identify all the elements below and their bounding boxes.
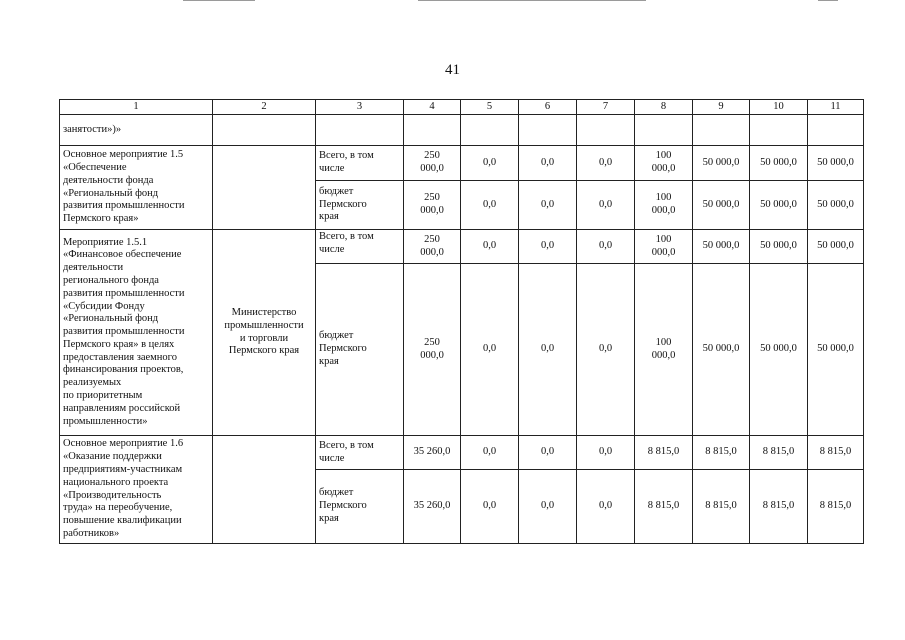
value-cell: 0,0: [519, 470, 577, 544]
value-cell: 0,0: [519, 181, 577, 230]
source-cell: Всего, в том числе: [316, 436, 404, 470]
column-header: 9: [693, 100, 750, 115]
executor-cell: [213, 146, 316, 230]
value-cell: 100 000,0: [635, 146, 693, 181]
value-cell: 50 000,0: [750, 181, 808, 230]
value-cell: 0,0: [461, 146, 519, 181]
value-cell: 100 000,0: [635, 264, 693, 436]
executor-cell: [213, 115, 316, 146]
value-cell: 0,0: [577, 436, 635, 470]
table-row: [60, 230, 864, 264]
value-cell: 0,0: [461, 470, 519, 544]
source-cell: Всего, в том числе: [316, 230, 404, 264]
value-cell: 0,0: [577, 146, 635, 181]
column-header: 4: [404, 100, 461, 115]
value-cell: 8 815,0: [750, 436, 808, 470]
value-cell: 250 000,0: [404, 146, 461, 181]
value-cell: 8 815,0: [808, 436, 864, 470]
value-cell: 50 000,0: [808, 146, 864, 181]
activity-cell: Основное мероприятие 1.6 «Оказание поддержки предприятиям-участникам национального проекта «Производительность труда» на переобучение, повышение квалификации работников»: [60, 436, 213, 544]
value-cell: 8 815,0: [635, 470, 693, 544]
executor-cell: Министерство промышленности и торговли Пермского края: [213, 230, 316, 436]
value-cell: 0,0: [577, 264, 635, 436]
source-cell: [316, 115, 404, 146]
value-cell: [404, 115, 461, 146]
value-cell: 50 000,0: [750, 146, 808, 181]
value-cell: 8 815,0: [808, 470, 864, 544]
activity-cell: Мероприятие 1.5.1 «Финансовое обеспечение деятельности регионального фонда развития промышленности «Субсидии Фонду «Региональный фонд развития промышленности Пермского края» в целях предоставления заемного финансирования проектов, реализуемых по приоритетным направлениям российской промышленности»: [60, 230, 213, 436]
value-cell: 250 000,0: [404, 230, 461, 264]
scan-artifact-line: [183, 0, 255, 1]
column-header: 8: [635, 100, 693, 115]
scan-artifact-line: [418, 0, 646, 1]
value-cell: [577, 115, 635, 146]
value-cell: 0,0: [519, 230, 577, 264]
value-cell: 8 815,0: [693, 470, 750, 544]
value-cell: 0,0: [461, 436, 519, 470]
column-header: 5: [461, 100, 519, 115]
value-cell: 50 000,0: [808, 264, 864, 436]
value-cell: [693, 115, 750, 146]
value-cell: 50 000,0: [750, 230, 808, 264]
activity-cell: Основное мероприятие 1.5 «Обеспечение деятельности фонда «Региональный фонд развития промышленности Пермского края»: [60, 146, 213, 230]
value-cell: 50 000,0: [693, 230, 750, 264]
page-number: 41: [445, 62, 460, 78]
column-header: 10: [750, 100, 808, 115]
value-cell: 50 000,0: [693, 181, 750, 230]
table-row: [60, 146, 864, 181]
value-cell: 0,0: [461, 181, 519, 230]
value-cell: 0,0: [461, 264, 519, 436]
value-cell: 50 000,0: [750, 264, 808, 436]
value-cell: 250 000,0: [404, 181, 461, 230]
value-cell: 0,0: [519, 264, 577, 436]
source-cell: Всего, в том числе: [316, 146, 404, 181]
value-cell: 50 000,0: [693, 146, 750, 181]
value-cell: [808, 115, 864, 146]
table-header-row: [60, 100, 864, 115]
value-cell: 0,0: [461, 230, 519, 264]
source-cell: бюджет Пермского края: [316, 181, 404, 230]
table-row: [60, 436, 864, 470]
column-header: 7: [577, 100, 635, 115]
column-header: 3: [316, 100, 404, 115]
column-header: 11: [808, 100, 864, 115]
value-cell: 100 000,0: [635, 181, 693, 230]
value-cell: 50 000,0: [693, 264, 750, 436]
value-cell: 35 260,0: [404, 470, 461, 544]
column-header: 2: [213, 100, 316, 115]
value-cell: [635, 115, 693, 146]
value-cell: 0,0: [577, 181, 635, 230]
value-cell: [750, 115, 808, 146]
value-cell: 0,0: [577, 470, 635, 544]
value-cell: [461, 115, 519, 146]
value-cell: 35 260,0: [404, 436, 461, 470]
value-cell: 50 000,0: [808, 181, 864, 230]
value-cell: 100 000,0: [635, 230, 693, 264]
continuation-row: [60, 115, 864, 146]
value-cell: 8 815,0: [693, 436, 750, 470]
column-header: 1: [60, 100, 213, 115]
value-cell: 8 815,0: [635, 436, 693, 470]
executor-cell: [213, 436, 316, 544]
source-cell: бюджет Пермского края: [316, 264, 404, 436]
value-cell: 0,0: [519, 436, 577, 470]
value-cell: 0,0: [577, 230, 635, 264]
activity-cell: занятости»)»: [60, 115, 213, 146]
column-header: 6: [519, 100, 577, 115]
scan-artifact-line: [818, 0, 838, 1]
value-cell: [519, 115, 577, 146]
value-cell: 50 000,0: [808, 230, 864, 264]
value-cell: 8 815,0: [750, 470, 808, 544]
budget-table: [59, 99, 864, 544]
value-cell: 0,0: [519, 146, 577, 181]
source-cell: бюджет Пермского края: [316, 470, 404, 544]
value-cell: 250 000,0: [404, 264, 461, 436]
